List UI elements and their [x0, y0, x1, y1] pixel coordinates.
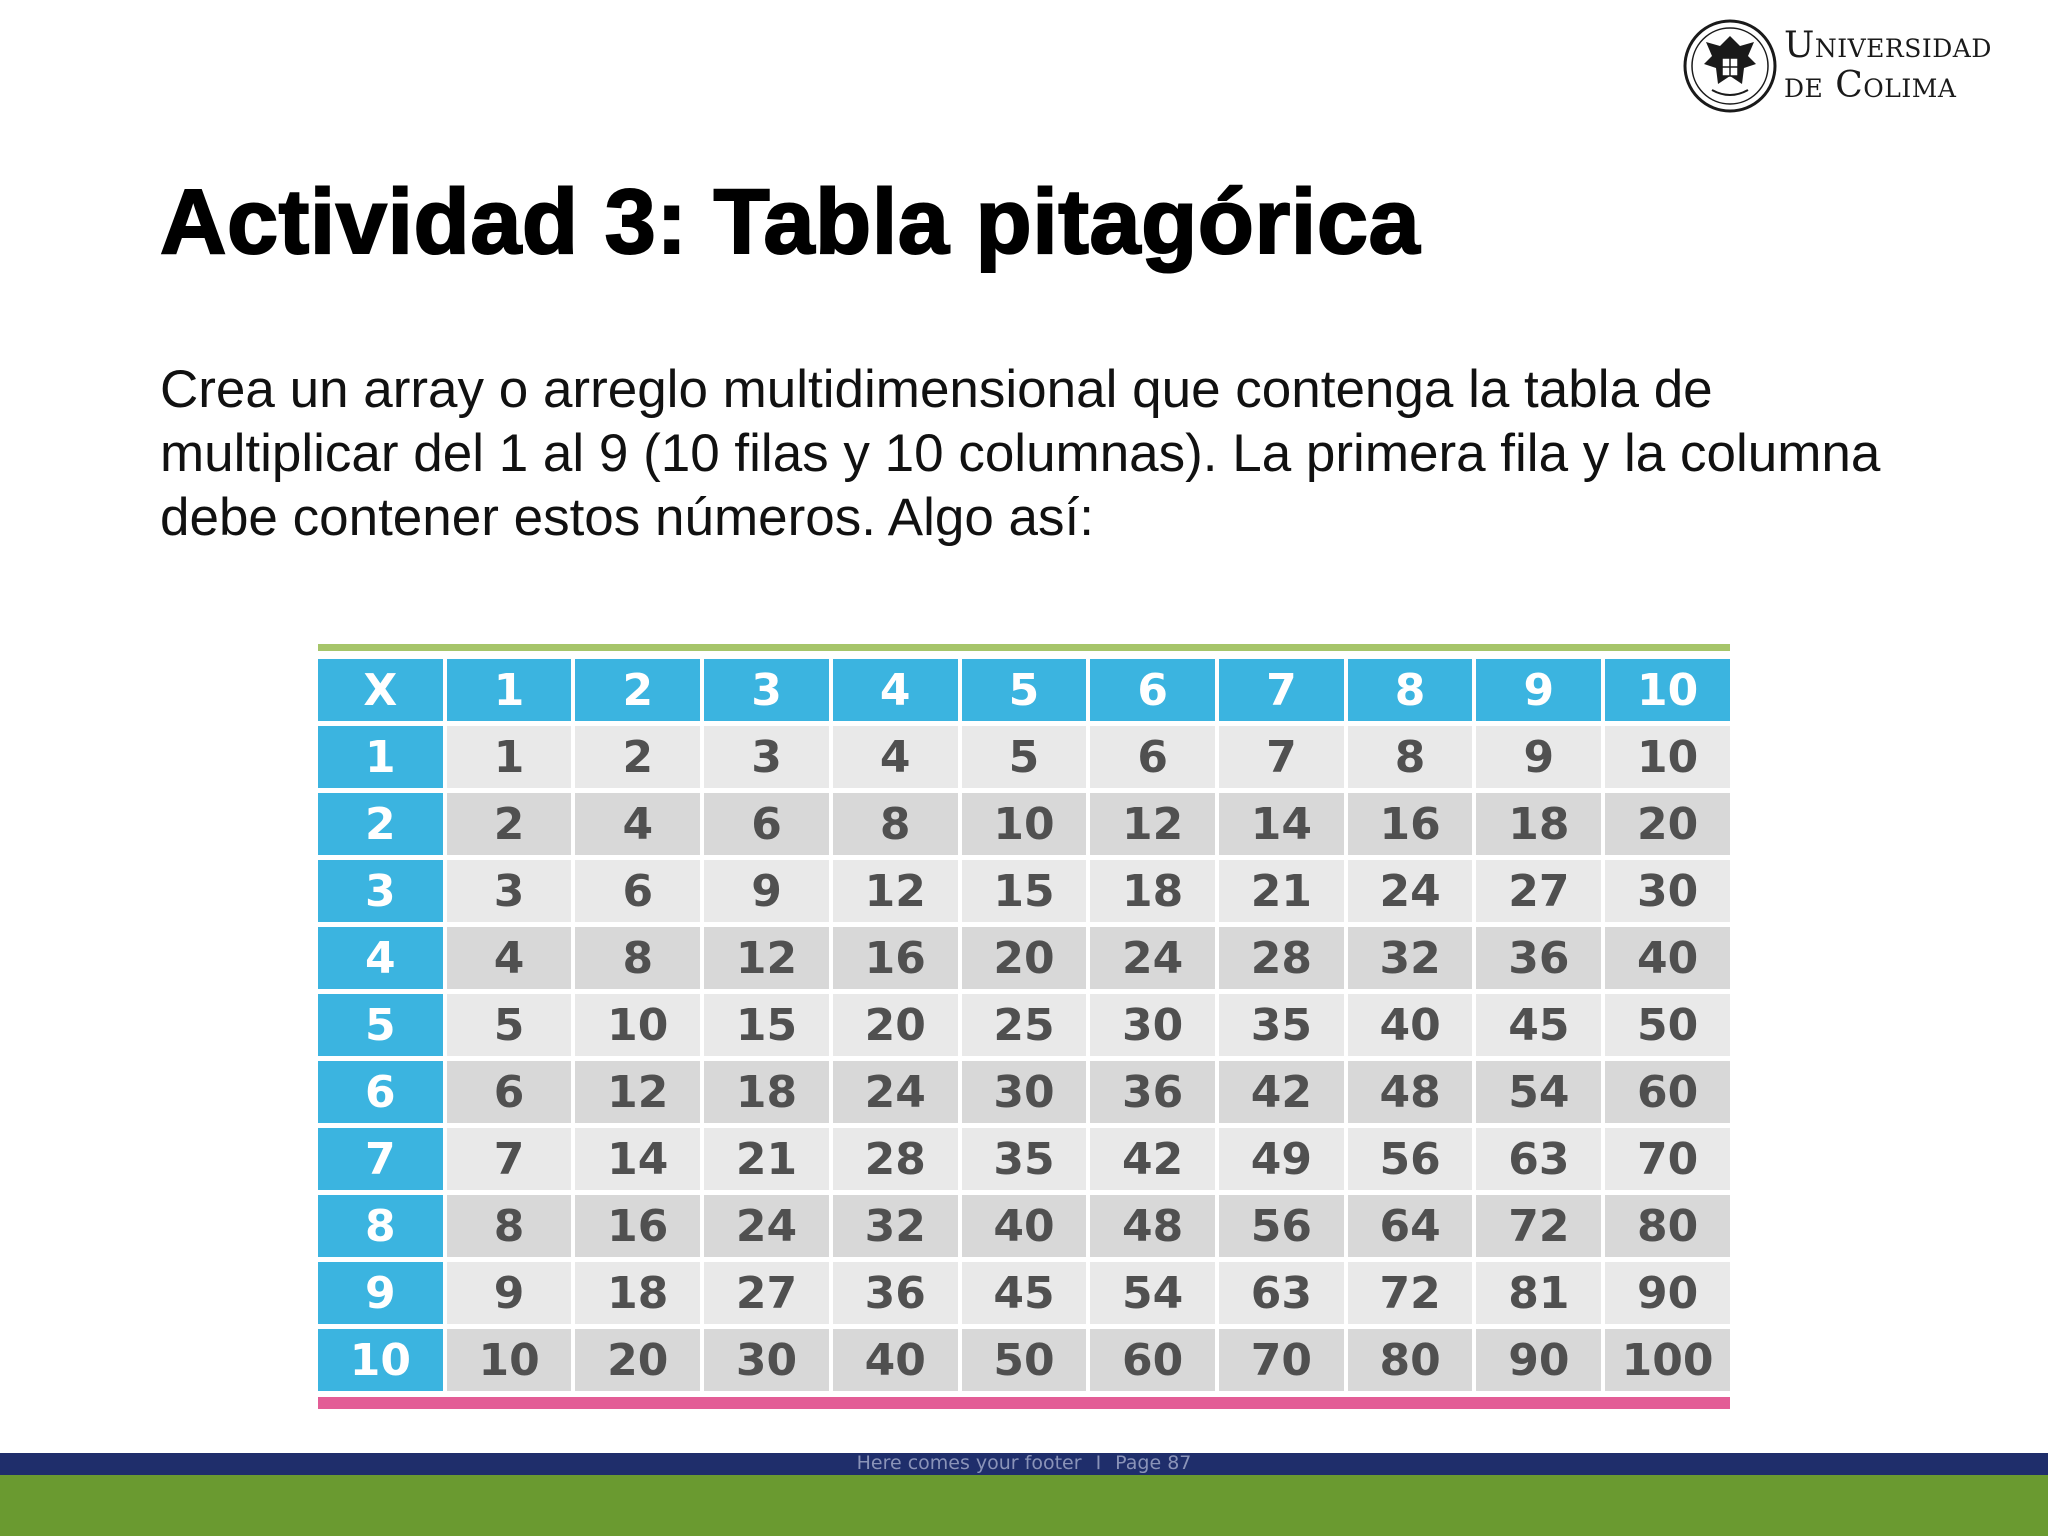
footer-text: Here comes your footer	[856, 1452, 1082, 1474]
table-cell: 21	[704, 1128, 829, 1190]
table-cell: 54	[1476, 1061, 1601, 1123]
table-cell: 49	[1219, 1128, 1344, 1190]
table-row	[318, 793, 1730, 855]
table-cell: 4	[447, 927, 572, 989]
table-cell: 45	[1476, 994, 1601, 1056]
table-cell: 2	[447, 793, 572, 855]
table-cell: 60	[1090, 1329, 1215, 1391]
table-row	[318, 994, 1730, 1056]
table-column-header: 6	[1090, 659, 1215, 721]
table-row	[318, 860, 1730, 922]
table-cell: 18	[575, 1262, 700, 1324]
slide-body: Crea un array o arreglo multidimensional que contenga la tabla de multiplicar del 1 al 9 (10 filas y 10 columnas). La primera fila y la columna debe contener estos números. Algo así:	[160, 360, 1881, 548]
table-cell: 45	[962, 1262, 1087, 1324]
multiplication-table	[318, 644, 1730, 1409]
table-cell: 2	[575, 726, 700, 788]
table-cell: 32	[1348, 927, 1473, 989]
table-row-header: 1	[318, 726, 443, 788]
table-cell: 12	[1090, 793, 1215, 855]
table-row	[318, 1195, 1730, 1257]
logo-wordmark	[1784, 26, 1992, 107]
table-cell: 27	[1476, 860, 1601, 922]
table-cell: 9	[447, 1262, 572, 1324]
university-logo	[1682, 18, 1992, 114]
table-cell: 64	[1348, 1195, 1473, 1257]
table-cell: 42	[1090, 1128, 1215, 1190]
table-cell: 21	[1219, 860, 1344, 922]
table-cell: 14	[1219, 793, 1344, 855]
table-cell: 10	[447, 1329, 572, 1391]
table-cell: 24	[704, 1195, 829, 1257]
table-cell: 72	[1476, 1195, 1601, 1257]
table-cell: 70	[1219, 1329, 1344, 1391]
table-cell: 48	[1348, 1061, 1473, 1123]
table-cell: 8	[575, 927, 700, 989]
table-row-header: 7	[318, 1128, 443, 1190]
table-cell: 10	[1605, 726, 1730, 788]
table-cell: 40	[1605, 927, 1730, 989]
table-row-header: 8	[318, 1195, 443, 1257]
table-cell: 15	[704, 994, 829, 1056]
table-row-header: 5	[318, 994, 443, 1056]
table-row	[318, 726, 1730, 788]
table-cell: 3	[704, 726, 829, 788]
table-cell: 6	[575, 860, 700, 922]
slide-title: Actividad 3: Tabla pitagórica	[160, 171, 1421, 273]
table-header-row	[318, 659, 1730, 721]
table-cell: 5	[447, 994, 572, 1056]
table-cell: 12	[704, 927, 829, 989]
table-column-header: 10	[1605, 659, 1730, 721]
table-cell: 90	[1476, 1329, 1601, 1391]
table-row	[318, 1262, 1730, 1324]
logo-line-2: de Colima	[1784, 65, 1957, 106]
table-cell: 12	[833, 860, 958, 922]
table-row-header: 2	[318, 793, 443, 855]
table-column-header: 8	[1348, 659, 1473, 721]
table-cell: 6	[447, 1061, 572, 1123]
table-column-header: 9	[1476, 659, 1601, 721]
table-row-header: 4	[318, 927, 443, 989]
footer	[0, 1452, 2048, 1474]
table-cell: 9	[1476, 726, 1601, 788]
table-cell: 100	[1605, 1329, 1730, 1391]
table-row-header: 9	[318, 1262, 443, 1324]
table-cell: 10	[962, 793, 1087, 855]
table-column-header: 4	[833, 659, 958, 721]
table-row	[318, 1128, 1730, 1190]
table-cell: 56	[1348, 1128, 1473, 1190]
table-column-header: 7	[1219, 659, 1344, 721]
table-cell: 24	[1090, 927, 1215, 989]
table-cell: 80	[1348, 1329, 1473, 1391]
table-cell: 8	[447, 1195, 572, 1257]
table-column-header: 1	[447, 659, 572, 721]
table-row	[318, 1329, 1730, 1391]
table-cell: 56	[1219, 1195, 1344, 1257]
table-cell: 63	[1476, 1128, 1601, 1190]
table-cell: 48	[1090, 1195, 1215, 1257]
table-cell: 50	[1605, 994, 1730, 1056]
table-cell: 18	[1090, 860, 1215, 922]
table-cell: 28	[1219, 927, 1344, 989]
table-cell: 32	[833, 1195, 958, 1257]
table-cell: 9	[704, 860, 829, 922]
table-cell: 60	[1605, 1061, 1730, 1123]
table-cell: 1	[447, 726, 572, 788]
table-cell: 54	[1090, 1262, 1215, 1324]
table-cell: 70	[1605, 1128, 1730, 1190]
table-cell: 28	[833, 1128, 958, 1190]
table-cell: 8	[1348, 726, 1473, 788]
table-cell: 24	[1348, 860, 1473, 922]
table-top-bar	[318, 644, 1730, 651]
table-cell: 20	[833, 994, 958, 1056]
table-cell: 42	[1219, 1061, 1344, 1123]
table-cell: 90	[1605, 1262, 1730, 1324]
table-cell: 36	[1090, 1061, 1215, 1123]
table-cell: 18	[704, 1061, 829, 1123]
table-column-header: 2	[575, 659, 700, 721]
table-cell: 50	[962, 1329, 1087, 1391]
table-cell: 6	[704, 793, 829, 855]
table-row	[318, 1061, 1730, 1123]
logo-line-1: Universidad	[1784, 24, 1992, 66]
table-cell: 30	[1090, 994, 1215, 1056]
table-cell: 16	[833, 927, 958, 989]
table-cell: 8	[833, 793, 958, 855]
pythagorean-table	[314, 654, 1734, 1396]
table-cell: 3	[447, 860, 572, 922]
table-cell: 36	[1476, 927, 1601, 989]
table-cell: 6	[1090, 726, 1215, 788]
table-cell: 81	[1476, 1262, 1601, 1324]
table-bottom-bar	[318, 1397, 1730, 1409]
table-cell: 7	[1219, 726, 1344, 788]
table-cell: 40	[1348, 994, 1473, 1056]
table-cell: 27	[704, 1262, 829, 1324]
footer-green-band	[0, 1475, 2048, 1536]
table-cell: 14	[575, 1128, 700, 1190]
table-cell: 30	[962, 1061, 1087, 1123]
table-cell: 30	[704, 1329, 829, 1391]
table-cell: 15	[962, 860, 1087, 922]
footer-page-number: Page 87	[1115, 1452, 1192, 1474]
table-cell: 18	[1476, 793, 1601, 855]
table-cell: 63	[1219, 1262, 1344, 1324]
university-seal-icon	[1682, 18, 1778, 114]
table-row-header: 6	[318, 1061, 443, 1123]
table-cell: 72	[1348, 1262, 1473, 1324]
table-cell: 12	[575, 1061, 700, 1123]
table-cell: 4	[833, 726, 958, 788]
table-cell: 7	[447, 1128, 572, 1190]
table-column-header: 5	[962, 659, 1087, 721]
table-cell: 40	[833, 1329, 958, 1391]
table-cell: 40	[962, 1195, 1087, 1257]
table-cell: 35	[962, 1128, 1087, 1190]
table-cell: 16	[1348, 793, 1473, 855]
table-row-header: 3	[318, 860, 443, 922]
table-cell: 10	[575, 994, 700, 1056]
table-cell: 30	[1605, 860, 1730, 922]
table-row-header: 10	[318, 1329, 443, 1391]
table-cell: 16	[575, 1195, 700, 1257]
table-column-header: 3	[704, 659, 829, 721]
table-cell: 20	[575, 1329, 700, 1391]
table-row	[318, 927, 1730, 989]
table-cell: 5	[962, 726, 1087, 788]
table-cell: 4	[575, 793, 700, 855]
table-cell: 80	[1605, 1195, 1730, 1257]
table-cell: 24	[833, 1061, 958, 1123]
table-corner-cell: X	[318, 659, 443, 721]
table-cell: 25	[962, 994, 1087, 1056]
table-cell: 20	[962, 927, 1087, 989]
table-cell: 20	[1605, 793, 1730, 855]
table-cell: 35	[1219, 994, 1344, 1056]
table-cell: 36	[833, 1262, 958, 1324]
footer-separator: Ι	[1095, 1452, 1102, 1474]
